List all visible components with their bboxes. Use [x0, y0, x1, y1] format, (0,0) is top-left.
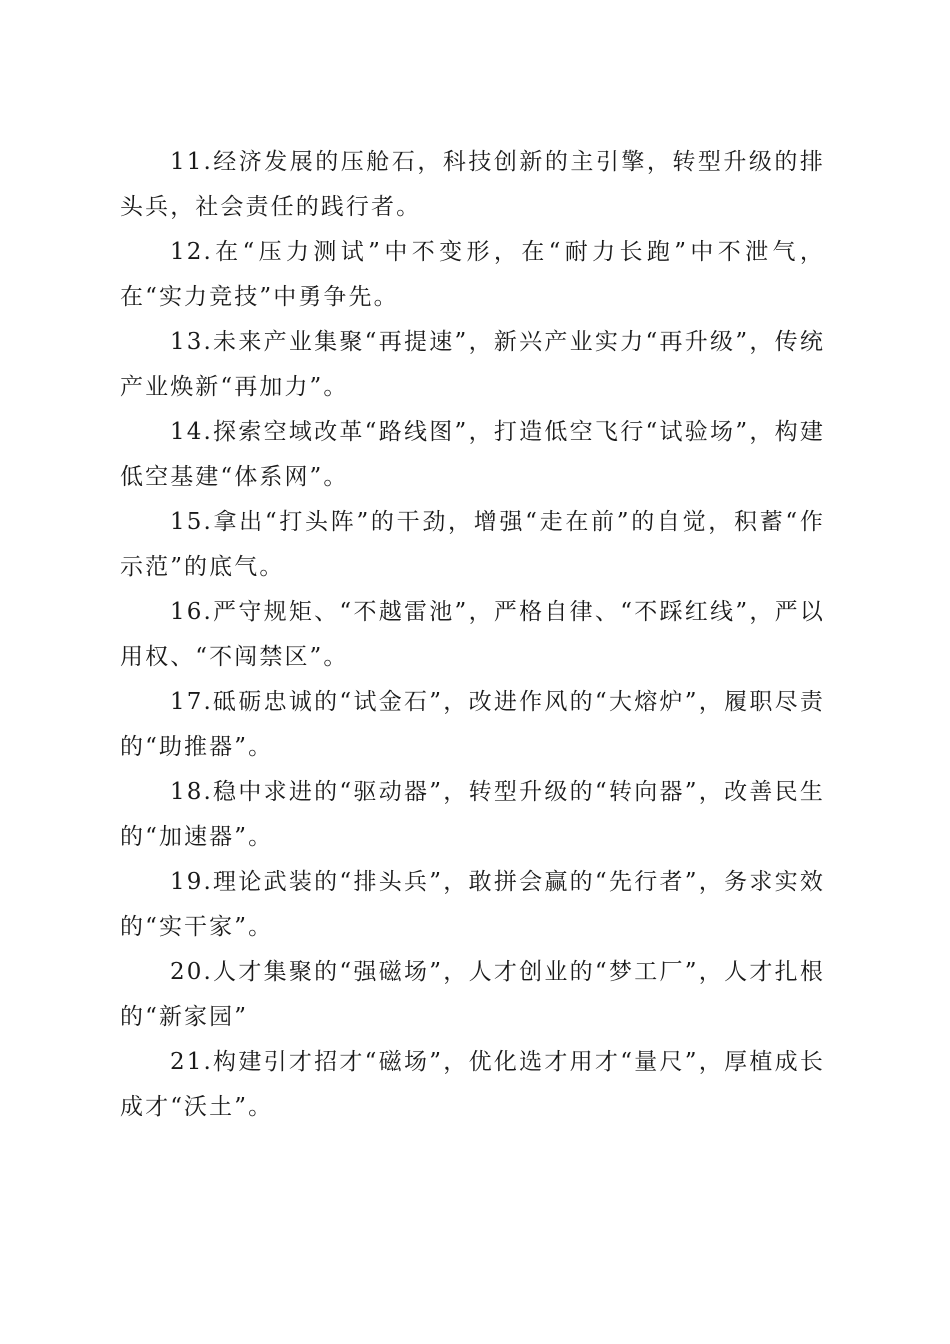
document-body: [120, 140, 825, 1130]
paragraph-11: 11.经济发展的压舱石，科技创新的主引擎，转型升级的排头兵，社会责任的践行者。: [120, 149, 825, 220]
paragraph-17: 17.砥砺忠诚的“试金石”，改进作风的“大熔炉”，履职尽责的“助推器”。: [120, 689, 825, 760]
paragraph-18: 18.稳中求进的“驱动器”，转型升级的“转向器”，改善民生的“加速器”。: [120, 779, 825, 850]
paragraph-16: 16.严守规矩、“不越雷池”，严格自律、“不踩红线”，严以用权、“不闯禁区”。: [120, 599, 825, 670]
paragraph-20: 20.人才集聚的“强磁场”，人才创业的“梦工厂”，人才扎根的“新家园”: [120, 959, 825, 1030]
paragraph-19: 19.理论武装的“排头兵”，敢拼会赢的“先行者”，务求实效的“实干家”。: [120, 869, 825, 940]
paragraph-12: 12.在“压力测试”中不变形，在“耐力长跑”中不泄气，在“实力竞技”中勇争先。: [120, 239, 825, 310]
paragraph-21: 21.构建引才招才“磁场”，优化选才用才“量尺”，厚植成长成才“沃土”。: [120, 1049, 825, 1120]
paragraph-15: 15.拿出“打头阵”的干劲，增强“走在前”的自觉，积蓄“作示范”的底气。: [120, 509, 825, 580]
paragraph-14: 14.探索空域改革“路线图”，打造低空飞行“试验场”，构建低空基建“体系网”。: [120, 419, 825, 490]
paragraph-13: 13.未来产业集聚“再提速”，新兴产业实力“再升级”，传统产业焕新“再加力”。: [120, 329, 825, 400]
